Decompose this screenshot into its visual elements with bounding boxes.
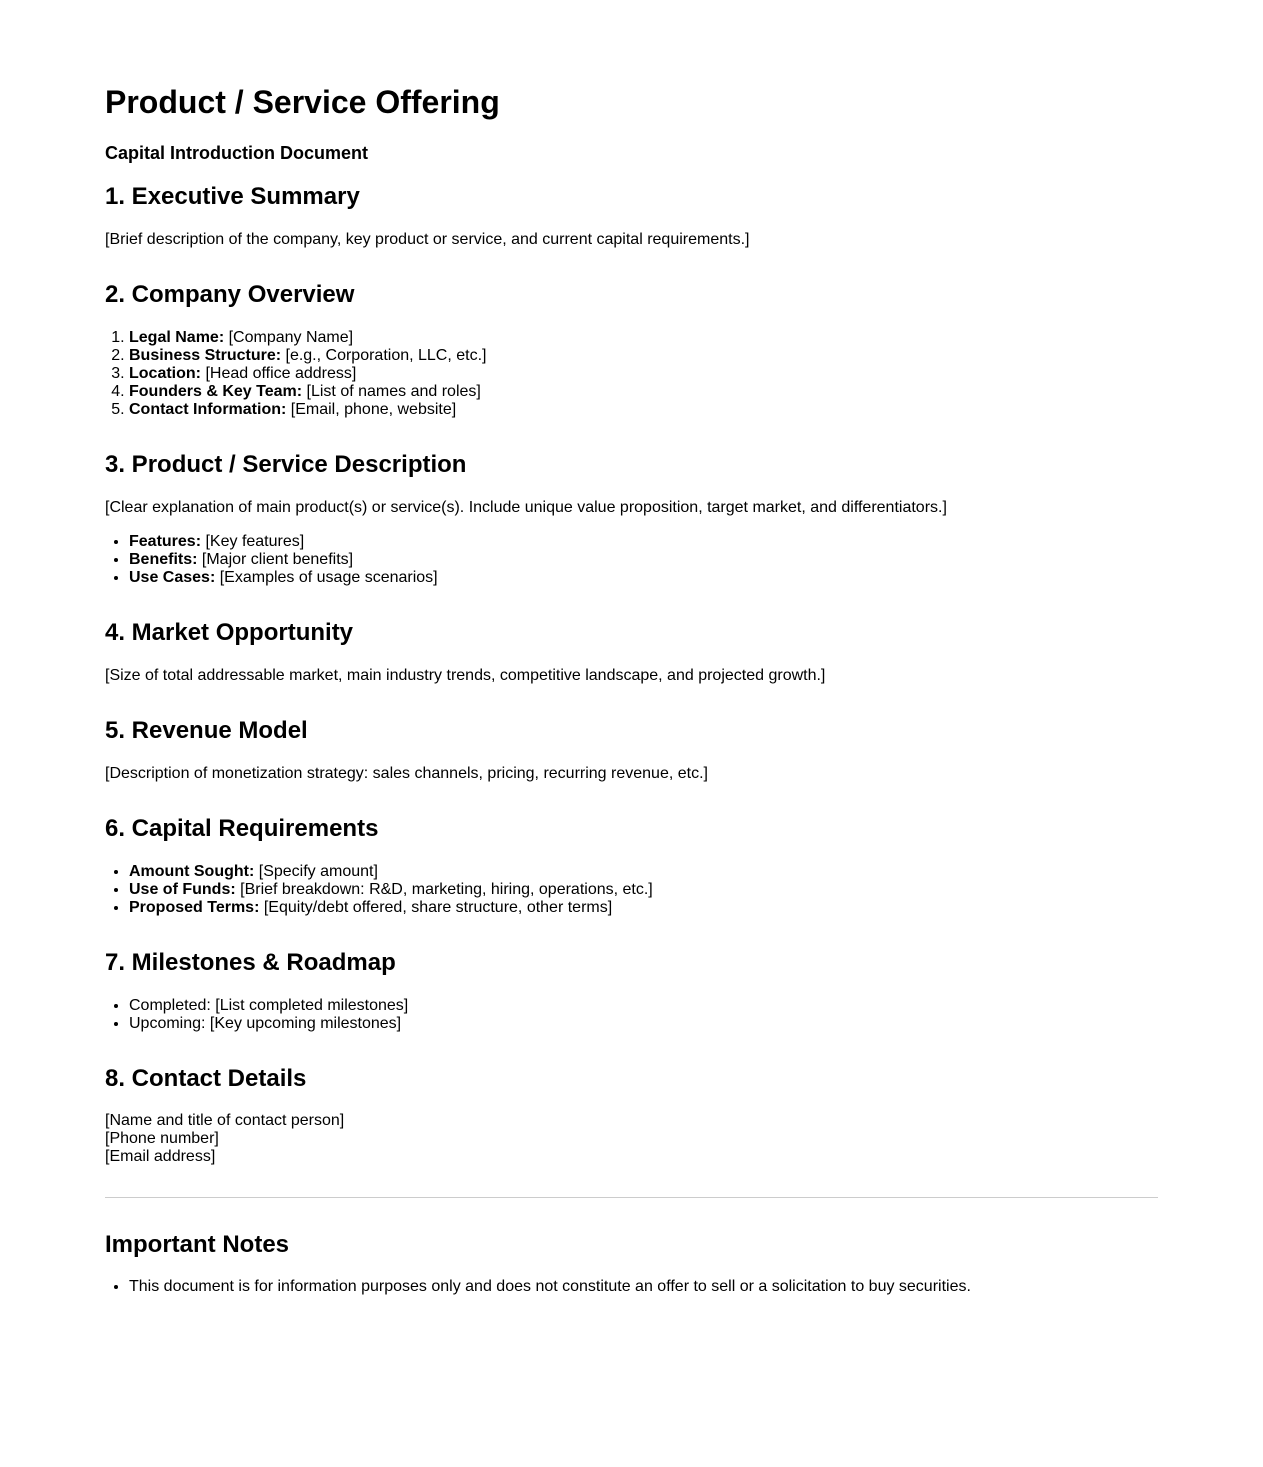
list-item: • Completed: [List completed milestones] <box>129 997 408 1015</box>
section-divider <box>105 1197 1158 1198</box>
product-description-list <box>105 533 438 587</box>
item-label: Contact Information: <box>129 401 287 418</box>
list-item <box>129 329 486 347</box>
contact-phone-line: [Phone number] <box>105 1130 219 1147</box>
section-heading-important-notes: Important Notes <box>105 1231 290 1258</box>
item-label: Use Cases: <box>129 569 216 586</box>
item-value: [Specify amount] <box>254 863 378 880</box>
item-value: [Head office address] <box>201 365 357 382</box>
list-item <box>129 899 653 917</box>
item-label: Legal Name: <box>129 329 225 346</box>
list-item <box>129 347 486 365</box>
item-value: [Major client benefits] <box>197 551 354 568</box>
item-label: Proposed Terms: <box>129 899 260 916</box>
item-value: [e.g., Corporation, LLC, etc.] <box>281 347 487 364</box>
item-label: Business Structure: <box>129 347 282 364</box>
section-heading-revenue-model: 5. Revenue Model <box>105 717 308 744</box>
item-value: [Company Name] <box>224 329 354 346</box>
contact-name-line: [Name and title of contact person] <box>105 1112 345 1129</box>
item-value: [Key features] <box>201 533 305 550</box>
list-item <box>129 551 438 569</box>
company-overview-list <box>105 329 486 419</box>
contact-email-line: [Email address] <box>105 1148 216 1165</box>
section-heading-product-description: 3. Product / Service Description <box>105 451 467 478</box>
list-item <box>129 533 438 551</box>
item-value: [Examples of usage scenarios] <box>215 569 438 586</box>
item-value: [Email, phone, website] <box>286 401 457 418</box>
section-heading-contact-details: 8. Contact Details <box>105 1065 307 1092</box>
milestones-list <box>105 997 408 1033</box>
section-heading-executive-summary: 1. Executive Summary <box>105 183 360 210</box>
item-label: Location: <box>129 365 201 382</box>
item-label: Benefits: <box>129 551 198 568</box>
revenue-model-text: [Description of monetization strategy: sales channels, pricing, recurring revenue, etc.] <box>105 765 708 782</box>
section-heading-market-opportunity: 4. Market Opportunity <box>105 619 354 646</box>
market-opportunity-text: [Size of total addressable market, main industry trends, competitive landscape, and projected growth.] <box>105 667 826 684</box>
capital-requirements-list <box>105 863 653 917</box>
section-heading-company-overview: 2. Company Overview <box>105 281 355 308</box>
item-label: Amount Sought: <box>129 863 255 880</box>
item-value: [Brief breakdown: R&D, marketing, hiring, operations, etc.] <box>235 881 653 898</box>
page-title: Product / Service Offering <box>105 84 500 120</box>
list-item <box>129 881 653 899</box>
list-item: • This document is for information purposes only and does not constitute an offer to sell or a solicitation to buy securities. <box>129 1278 1158 1296</box>
important-notes-list <box>105 1278 1158 1296</box>
list-item <box>129 401 486 419</box>
product-description-text: [Clear explanation of main product(s) or service(s). Include unique value proposition, target market, and differentiators.] <box>105 499 947 516</box>
item-label: Use of Funds: <box>129 881 236 898</box>
list-item <box>129 863 653 881</box>
item-label: Features: <box>129 533 202 550</box>
item-value: [Equity/debt offered, share structure, other terms] <box>259 899 613 916</box>
list-item <box>129 365 486 383</box>
item-label: Founders & Key Team: <box>129 383 303 400</box>
list-item <box>129 383 486 401</box>
executive-summary-text: [Brief description of the company, key product or service, and current capital requirements.] <box>105 231 750 248</box>
item-value: [List of names and roles] <box>302 383 481 400</box>
list-item <box>129 569 438 587</box>
contact-details-block <box>105 1112 344 1166</box>
important-notes-viewport <box>105 1278 1158 1300</box>
section-heading-milestones: 7. Milestones & Roadmap <box>105 949 396 976</box>
page-subtitle: Capital Introduction Document <box>105 143 368 163</box>
list-item: • Upcoming: [Key upcoming milestones] <box>129 1015 408 1033</box>
section-heading-capital-requirements: 6. Capital Requirements <box>105 815 379 842</box>
